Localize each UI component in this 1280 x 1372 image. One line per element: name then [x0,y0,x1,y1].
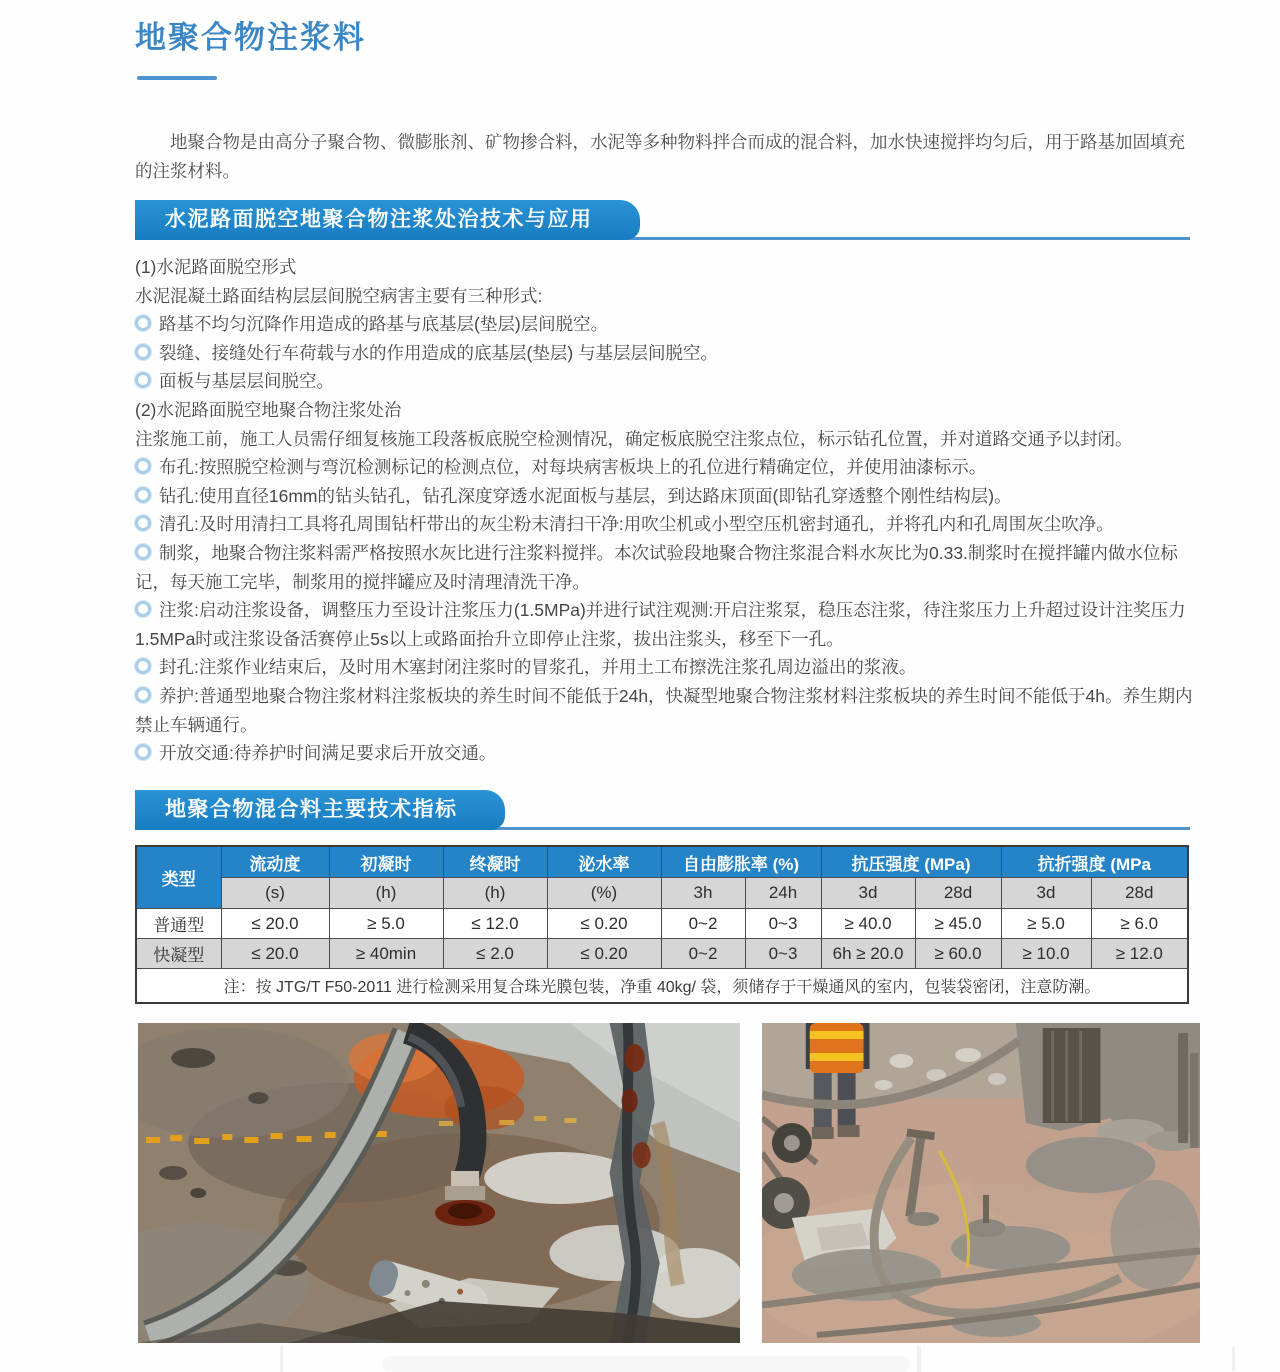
body-line: 面板与基层层间脱空。 [135,367,1197,396]
scan-artifact [382,1356,910,1372]
row-type-cell: 快凝型 [136,939,221,969]
table-subheader: (%) [547,878,661,909]
table-cell: ≥ 40min [329,939,443,969]
table-cell: 0~3 [745,909,821,939]
body-line: 路基不均匀沉降作用造成的路基与底基层(垫层)层间脱空。 [135,310,1197,339]
table-cell: 6h ≥ 20.0 [821,939,915,969]
table-header: 初凝时 [329,846,443,878]
table-cell: ≥ 6.0 [1091,909,1188,939]
body-line: 清孔:及时用清扫工具将孔周围钻杆带出的灰尘粉末清扫干净:用吹尘机或小型空压机密封通孔，并将孔内和孔周围灰尘吹净。 [135,510,1197,539]
body-line: 注浆:启动注浆设备，调整压力至设计注浆压力(1.5MPa)并进行试注观测:开启注浆泵，稳压态注浆，待注浆压力上升超过设计注奖压力1.5MPa时或注浆设备活赛停止5s以上或路面抬升立即停止注浆，拔出注浆头，移至下一孔。 [135,600,1186,649]
table-cell: ≥ 40.0 [821,909,915,939]
row-type-cell: 普通型 [136,909,221,939]
body-line: (1)水泥路面脱空形式 [135,257,297,277]
table-cell: 0~2 [661,909,745,939]
table-header: 抗压强度 (MPa) [821,846,1001,878]
ring-bullet-icon [135,515,151,531]
photo-left-illustration [138,1023,740,1343]
body-line: 养护:普通型地聚合物注浆材料注浆板块的养生时间不能低于24h，快凝型地聚合物注浆材料注浆板块的养生时间不能低于4h。养生期内禁止车辆通行。 [135,685,1193,735]
table-subheader: (h) [443,878,547,909]
ring-bullet-icon [135,487,151,503]
table-header: 流动度 [221,846,329,878]
ring-bullet-icon [135,315,151,331]
table-cell: ≤ 0.20 [547,909,661,939]
ring-bullet-icon [135,544,151,560]
table-note-row [136,969,1188,1004]
table-cell: ≤ 12.0 [443,909,547,939]
table-corner-header: 类型 [136,846,221,909]
table-subheader: 28d [915,878,1001,909]
page-title: 地聚合物注浆料 [135,20,366,55]
table-cell: ≥ 45.0 [915,909,1001,939]
table-subheader: 3d [821,878,915,909]
scan-artifact [917,1346,921,1372]
table-cell: ≤ 0.20 [547,939,661,969]
table-cell: ≥ 60.0 [915,939,1001,969]
photo-grouting-hose [138,1023,740,1343]
table-cell: ≥ 12.0 [1091,939,1188,969]
table-subheader: 3h [661,878,745,909]
ring-bullet-icon [135,458,151,474]
scan-artifact [280,1346,283,1372]
table-note: 注：按 JTG/T F50-2011 进行检测采用复合珠光膜包装，净重 40kg/ 袋，须储存于干燥通风的室内，包装袋密闭，注意防潮。 [136,969,1188,1004]
table-subheader: (s) [221,878,329,909]
table-header: 泌水率 [547,846,661,878]
table-cell: ≥ 10.0 [1001,939,1091,969]
ring-bullet-icon [135,344,151,360]
title-underline-divider [137,76,217,80]
table-cell: ≤ 2.0 [443,939,547,969]
table-header: 抗折强度 (MPa [1001,846,1188,878]
ring-bullet-icon [135,658,151,674]
intro-paragraph: 地聚合物是由高分子聚合物、微膨胀剂、矿物掺合料，水泥等多种物料拌合而成的混合料，加水快速搅拌均匀后，用于路基加固填充的注浆材料。 [135,131,1185,181]
technique-text-block [135,253,1197,768]
photo-grouting-site [762,1023,1200,1343]
table-cell: 0~3 [745,939,821,969]
table-cell: ≤ 20.0 [221,939,329,969]
spec-table [135,845,1189,1004]
body-line: 水泥混凝土路面结构层层间脱空病害主要有三种形式: [135,285,543,306]
table-row [136,939,1188,969]
table-cell: ≥ 5.0 [329,909,443,939]
table-subheader: 28d [1091,878,1188,909]
ring-bullet-icon [135,372,151,388]
body-line: 布孔:按照脱空检测与弯沉检测标记的检测点位，对每块病害板块上的孔位进行精确定位，并使用油漆标示。 [135,453,1197,482]
section-banner-specs: 地聚合物混合料主要技术指标 [135,790,505,830]
ring-bullet-icon [135,601,151,617]
scan-artifact [1232,1347,1235,1371]
photo-right-illustration [762,1023,1200,1343]
section-banner-technique: 水泥路面脱空地聚合物注浆处治技术与应用 [135,200,640,240]
body-line: (2)水泥路面脱空地聚合物注浆处治 [135,399,402,420]
table-subheader: (h) [329,878,443,909]
table-cell: ≥ 5.0 [1001,909,1091,939]
body-line: 钻孔:使用直径16mm的钻头钻孔，钻孔深度穿透水泥面板与基层，到达路床顶面(即钻孔穿透整个刚性结构层)。 [135,482,1197,511]
body-line: 封孔:注浆作业结束后，及时用木塞封闭注浆时的冒浆孔，并用土工布擦洗注浆孔周边溢出的浆液。 [135,653,1197,682]
table-cell: ≤ 20.0 [221,909,329,939]
body-line: 注浆施工前，施工人员需仔细复核施工段落板底脱空检测情况，确定板底脱空注浆点位，标示钻孔位置，并对道路交通予以封闭。 [135,428,1133,449]
table-cell: 0~2 [661,939,745,969]
table-header: 终凝时 [443,846,547,878]
body-line: 开放交通:待养护时间满足要求后开放交通。 [135,739,1197,768]
body-line: 制浆，地聚合物注浆料需严格按照水灰比进行注浆料搅拌。本次试验段地聚合物注浆混合料水灰比为0.33.制浆时在搅拌罐内做水位标记，每天施工完毕，制浆用的搅拌罐应及时清理清洗干净。 [135,542,1178,592]
ring-bullet-icon [135,744,151,760]
table-row [136,909,1188,939]
body-line: 裂缝、接缝处行车荷载与水的作用造成的底基层(垫层) 与基层层间脱空。 [135,339,1197,368]
table-subheader: 24h [745,878,821,909]
table-header: 自由膨胀率 (%) [661,846,821,878]
table-subheader: 3d [1001,878,1091,909]
ring-bullet-icon [135,687,151,703]
